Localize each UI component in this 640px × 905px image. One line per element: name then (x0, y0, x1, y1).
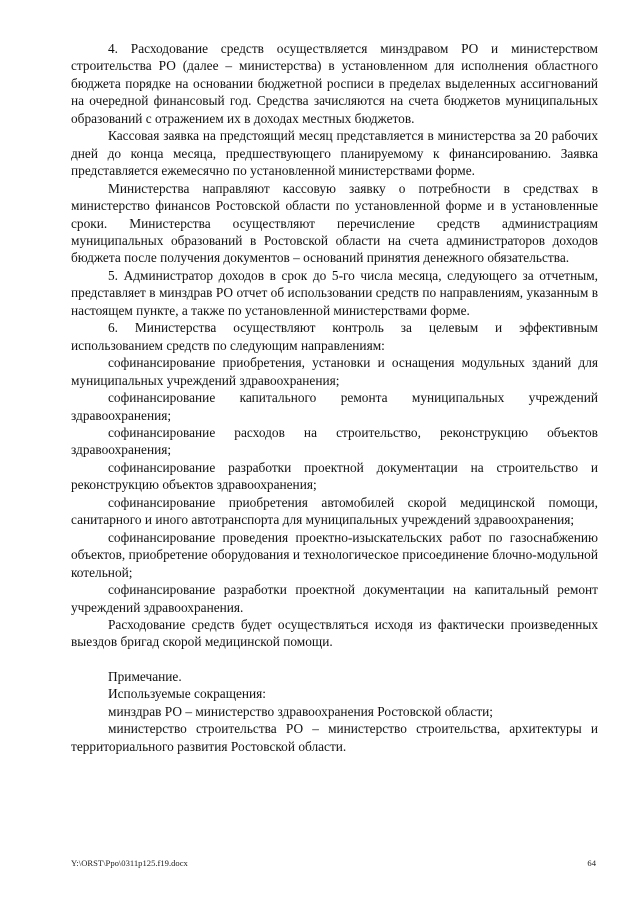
list-item-project-docs: софинансирование разработки проектной документации на строительство и реконструкцию объектов здравоохранения; (71, 459, 598, 493)
note-subtitle: Используемые сокращения: (108, 686, 267, 702)
list-item-ambulances: софинансирование приобретения автомобилей скорой медицинской помощи, санитарного и иного автотранспорта для муниципальных учреждений здравоохранения; (71, 494, 598, 528)
blank-line (71, 651, 598, 668)
list-item-gas-supply: софинансирование проведения проектно-изыскательских работ по газоснабжению объектов, приобретение оборудования и технологическое присоединение блочно-модульной котельной; (71, 529, 598, 580)
document-page (71, 40, 598, 755)
paragraph-1: 4. Расходование средств осуществляется минздравом РО и министерством строительства РО (далее – министерства) в установленном для исполнения областного бюджета порядке на основании бюджетной росписи в пределах выделенных ассигнований на очередной финансовый год. Средства зачисляются на счета бюджетов муниципальных образований с отражением их в доходах местных бюджетов. (71, 41, 598, 126)
file-path: Y:\ORST\Ppo\0311p125.f19.docx (71, 858, 188, 868)
list-item-repair-docs: софинансирование разработки проектной документации на капитальный ремонт учреждений здравоохранения. (71, 582, 598, 615)
paragraph-spending-basis: Расходование средств будет осуществляться исходя из фактически произведенных выездов бригад скорой медицинской помощи. (71, 616, 598, 650)
paragraph-2: Кассовая заявка на предстоящий месяц представляется в министерства за 20 рабочих дней до конца месяца, предшествующего планируемому к финансированию. Заявка представляется ежемесячно по установленной министерствами форме. (71, 128, 598, 179)
paragraph-4: 5. Администратор доходов в срок до 5-го числа месяца, следующего за отчетным, представляет в минздрав РО отчет об использовании средств по направлениям, указанным в настоящем пункте, а также по установленной министерствами форме. (71, 267, 598, 318)
list-item-construction: софинансирование расходов на строительство, реконструкцию объектов здравоохранения; (71, 424, 598, 458)
list-item-capital-repair: софинансирование капитального ремонта муниципальных учреждений здравоохранения; (71, 390, 598, 423)
abbreviation-minzdrav: минздрав РО – министерство здравоохранения Ростовской области; (108, 703, 494, 719)
page-number: 64 (587, 858, 596, 868)
note-title: Примечание. (108, 668, 182, 684)
abbreviation-minstroy: министерство строительства РО – министерство строительства, архитектуры и территориального развития Ростовской области. (71, 721, 598, 754)
list-item-modular-buildings: софинансирование приобретения, установки и оснащения модульных зданий для муниципальных учреждений здравоохранения; (71, 355, 598, 388)
paragraph-5: 6. Министерства осуществляют контроль за целевым и эффективным использованием средств по следующим направлениям: (71, 320, 598, 353)
paragraph-3: Министерства направляют кассовую заявку о потребности в средствах в министерство финансов Ростовской области по установленной форме и в установленные сроки. Министерства осуществляют перечисление средств администрациям муниципальных образований в Ростовской области на счета администраторов доходов бюджета после получения документов – оснований принятия денежного обязательства. (71, 180, 598, 266)
